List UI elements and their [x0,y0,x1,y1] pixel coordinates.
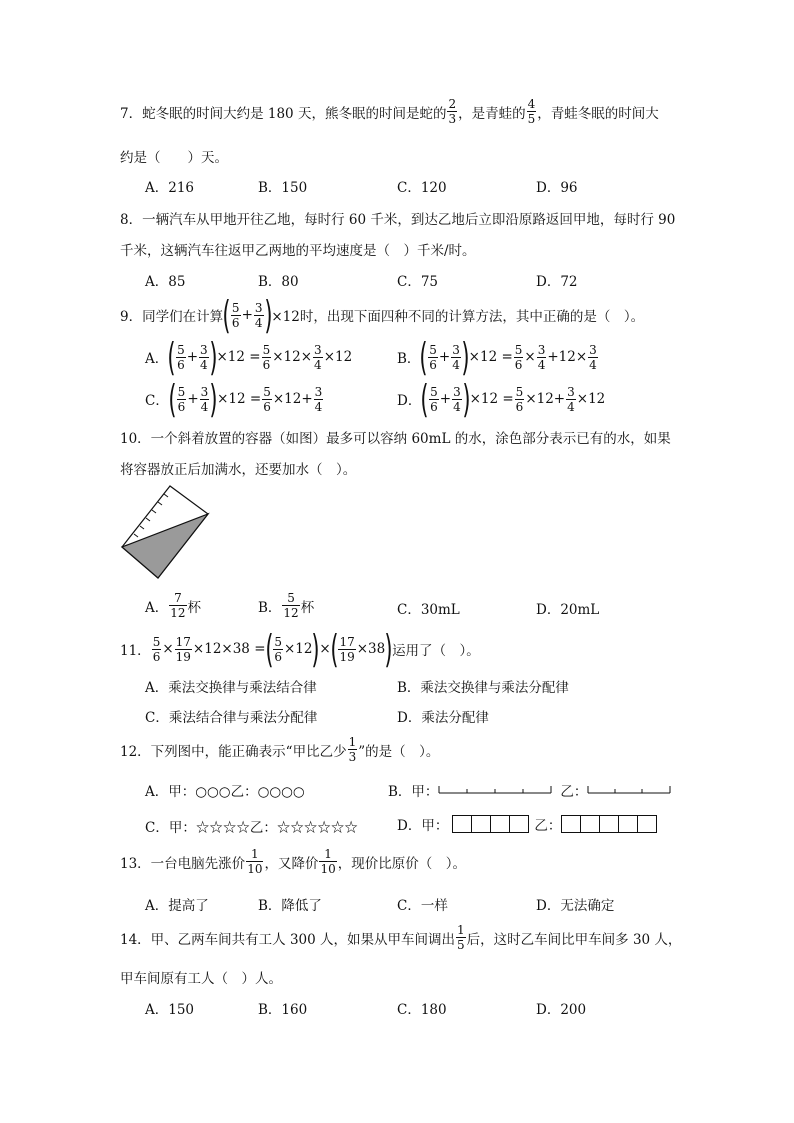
q8-option-b[interactable]: B．80 [258,274,299,290]
q9-text-pre: 9．同学们在计算 [120,309,224,325]
q10-option-d[interactable]: D．20mL [536,602,600,618]
q10-option-a[interactable]: A． $\frac{7}{12}$ 杯 [145,591,202,620]
q14-option-b[interactable]: B．160 [258,1002,308,1018]
q14-option-c[interactable]: C．180 [397,1002,447,1018]
q14-line2: 甲车间原有工人（ ）人。 [120,971,282,987]
q14-line1: 14．甲、乙两车间共有工人 300 人，如果从甲车间调出 $\frac{1}{5}$ 后，这时乙车间比甲车间多 30 人， [120,923,682,952]
q7-fraction-1: $\frac{2}{3}$ [448,97,457,126]
q12-line1: 12．下列图中，能正确表示“甲比乙少 $\frac{1}{3}$ ”的是（ ）。 [120,735,440,764]
segment-line-jia [438,784,552,796]
q10-line2: 将容器放正后加满水，还要加水（ ）。 [120,462,357,478]
q8-option-a[interactable]: A．85 [145,274,186,290]
paren-right: ) [263,293,273,337]
q12-option-c[interactable]: C．甲：☆☆☆☆乙：☆☆☆☆☆☆ [145,820,358,836]
q11-option-a[interactable]: A．乘法交换律与乘法结合律 [145,680,317,696]
q8-line1: 8．一辆汽车从甲地开往乙地，每时行 60 千米，到达乙地后立即沿原路返回甲地，每时行 90 [120,212,676,228]
q12-option-a[interactable]: A．甲：○○○乙：○○○○ [145,784,305,800]
boxes-jia [452,815,528,833]
q13-option-d[interactable]: D．无法确定 [536,898,615,914]
q7-option-d[interactable]: D．96 [536,180,578,196]
q7-text-c: ，青蛙冬眠的时间大 [537,105,659,122]
q7-line1 [120,98,659,125]
q13-option-c[interactable]: C．一样 [397,898,448,914]
q10-line1: 10．一个斜着放置的容器（如图）最多可以容纳 60mL 的水，涂色部分表示已有的水，如果 [120,431,671,447]
q11-option-b[interactable]: B．乘法交换律与乘法分配律 [397,680,569,696]
q12-option-b[interactable]: B．甲： 乙： [388,780,671,800]
q10-option-b[interactable]: B． $\frac{5}{12}$ 杯 [258,591,315,620]
q11-line1: 11． $\frac{5}{6}$ × $\frac{17}{19}$ ×12×38 = ( $\frac{5}{6}$ ×12 ) × ( $\frac{17}{19}$ ×38 ) 运用了（ ）。 [120,627,480,671]
q9-option-c[interactable]: C． ( $\frac{5}{6}$ + $\frac{3}{4}$ ) ×12 = $\frac{5}{6}$ ×12+ $\frac{3}{4}$ [145,377,323,421]
q7-option-c[interactable]: C．120 [397,180,447,196]
q8-option-c[interactable]: C．75 [397,274,439,290]
q9-option-b[interactable]: B． ( $\frac{5}{6}$ + $\frac{3}{4}$ ) ×12 = $\frac{5}{6}$ × $\frac{3}{4}$ +12× $\frac{3}{4}$ [397,335,597,379]
q7-option-b[interactable]: B．150 [258,180,308,196]
q12-option-d[interactable]: D．甲： 乙： [397,814,656,834]
q7-text-b: ，是青蛙的 [458,105,526,122]
tilted-container-diagram [118,484,214,582]
q13-line1: 13．一台电脑先涨价 $\frac{1}{10}$ ，又降价 $\frac{1}{10}$ ，现价比原价（ ）。 [120,847,466,876]
q7-line2: 约是（ ）天。 [120,150,228,166]
segment-line-yi [587,784,671,796]
q7-option-a[interactable]: A．216 [145,180,195,196]
q13-option-b[interactable]: B．降低了 [258,898,322,914]
q14-option-d[interactable]: D．200 [536,1002,587,1018]
boxes-yi [561,815,656,833]
q13-option-a[interactable]: A．提高了 [145,898,209,914]
q11-option-c[interactable]: C．乘法结合律与乘法分配律 [145,710,318,726]
q10-option-c[interactable]: C．30mL [397,602,460,618]
q9-option-a[interactable]: A． ( $\frac{5}{6}$ + $\frac{3}{4}$ ) ×12 = $\frac{5}{6}$ ×12× $\frac{3}{4}$ ×12 [145,335,353,379]
q9-text-post: ×12时，出现下面四种不同的计算方法，其中正确的是（ ）。 [271,309,645,325]
q8-line2: 千米，这辆汽车往返甲乙两地的平均速度是（ ）千米/时。 [120,243,476,259]
q7-text-a: 7．蛇冬眠的时间大约是 180 天，熊冬眠的时间是蛇的 [120,105,447,122]
q8-option-d[interactable]: D．72 [536,274,578,290]
q9-option-d[interactable]: D． ( $\frac{5}{6}$ + $\frac{3}{4}$ ) ×12 = $\frac{5}{6}$ ×12+ $\frac{3}{4}$ ×12 [397,377,606,421]
paren-left: ( [222,293,231,337]
q9-line1: 9．同学们在计算 ( $\frac{5}{6}$ + $\frac{3}{4}$ ) ×12时，出现下面四种不同的计算方法，其中正确的是（ ）。 [120,293,645,337]
q7-fraction-2: $\frac{4}{5}$ [527,97,536,126]
plus-sign: + [241,307,253,323]
q14-option-a[interactable]: A．150 [145,1002,195,1018]
q11-option-d[interactable]: D．乘法分配律 [397,710,489,726]
